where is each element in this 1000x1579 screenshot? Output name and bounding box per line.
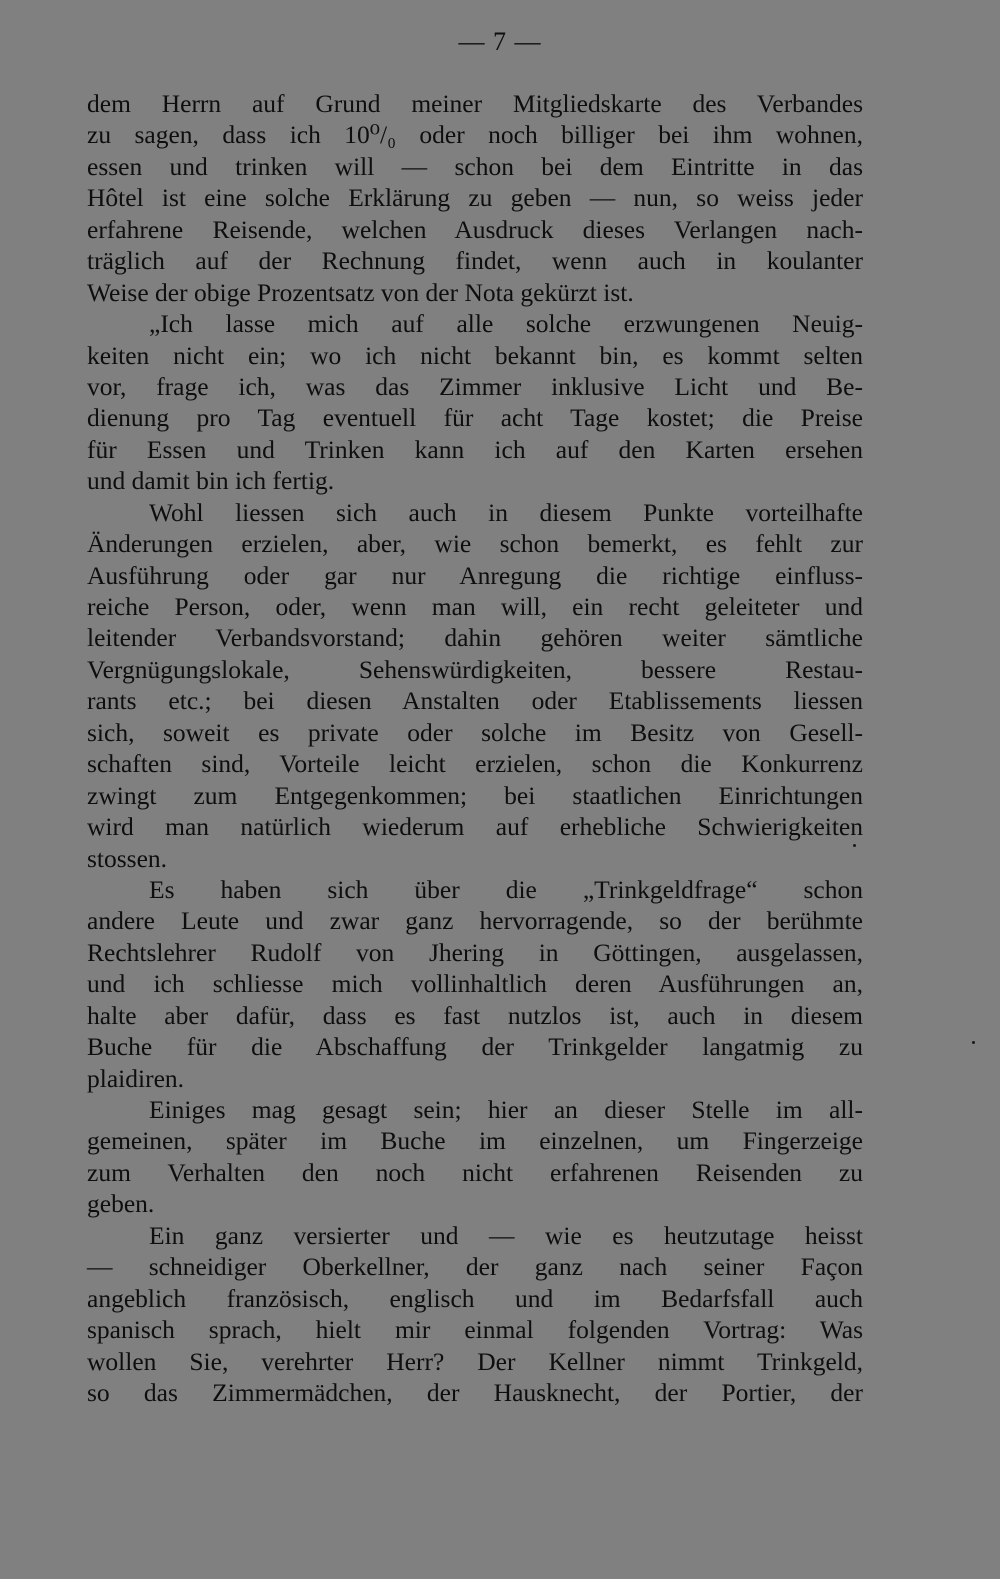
text-line: dem Herrn auf Grund meiner Mitgliedskarte des Verbandes: [87, 89, 863, 118]
text-line: dienung pro Tag eventuell für acht Tage kostet; die Preise: [87, 403, 863, 433]
text-line: „Ich lasse mich auf alle solche erzwungenen Neuig-: [149, 309, 863, 339]
text-line: leitender Verbandsvorstand; dahin gehören weiter sämtliche: [87, 623, 863, 653]
text-line: andere Leute und zwar ganz hervorragende, so der berühmte: [87, 906, 863, 936]
text-line: Ausführung oder gar nur Anregung die richtige einfluss-: [87, 560, 863, 590]
text-line: keiten nicht ein; wo ich nicht bekannt bin, es kommt selten: [87, 340, 863, 370]
text-line: und damit bin ich fertig.: [87, 466, 335, 496]
text-line: Buche für die Abschaffung der Trinkgelder langatmig zu: [87, 1032, 863, 1062]
text-line: plaidiren.: [87, 1063, 185, 1093]
text-line: Einiges mag gesagt sein; hier an dieser Stelle im all-: [149, 1095, 863, 1124]
text-line: und ich schliesse mich vollinhaltlich deren Ausführungen an,: [87, 969, 863, 999]
text-line: zwingt zum Entgegenkommen; bei staatlichen Einrichtungen: [87, 780, 863, 810]
text-line: rants etc.; bei diesen Anstalten oder Etablissements liessen: [87, 686, 863, 716]
text-line: angeblich französisch, englisch und im Bedarfsfall auch: [87, 1283, 863, 1313]
text-line: Ein ganz versierter und — wie es heutzutage heisst: [149, 1220, 863, 1250]
text-line: Hôtel ist eine solche Erklärung zu geben — nun, so weiss jeder: [87, 183, 863, 213]
text-line: Änderungen erzielen, aber, wie schon bemerkt, es fehlt zur: [87, 529, 863, 559]
text-line: wird man natürlich wiederum auf erhebliche Schwierigkeiten: [87, 812, 863, 842]
text-line: spanisch sprach, hielt mir einmal folgenden Vortrag: Was: [87, 1315, 863, 1345]
text-line: Vergnügungslokale, Sehenswürdigkeiten, bessere Restau-: [87, 654, 863, 684]
body-text: [87, 88, 863, 1408]
text-line: träglich auf der Rechnung findet, wenn auch in koulanter: [87, 246, 863, 276]
text-line: Wohl liessen sich auch in diesem Punkte vorteilhafte: [149, 497, 863, 527]
scan-speck: [972, 1041, 975, 1044]
text-line: Weise der obige Prozentsatz von der Nota gekürzt ist.: [87, 277, 634, 307]
text-line: reiche Person, oder, wenn man will, ein recht geleiteter und: [87, 592, 863, 621]
text-line: — schneidiger Oberkellner, der ganz nach seiner Façon: [87, 1252, 863, 1282]
text-line: erfahrene Reisende, welchen Ausdruck dieses Verlangen nach-: [87, 214, 863, 244]
page-number: — 7 —: [458, 27, 542, 56]
text-line: sich, soweit es private oder solche im Besitz von Gesell-: [87, 717, 863, 747]
text-line: Rechtslehrer Rudolf von Jhering in Göttingen, ausgelassen,: [87, 937, 863, 967]
text-line: essen und trinken will — schon bei dem Eintritte in das: [87, 151, 863, 181]
text-line: halte aber dafür, dass es fast nutzlos ist, auch in diesem: [87, 1000, 863, 1030]
scan-speck: [853, 844, 856, 847]
text-line: so das Zimmermädchen, der Hausknecht, der Portier, der: [87, 1377, 863, 1407]
text-line: vor, frage ich, was das Zimmer inklusive Licht und Be-: [87, 371, 863, 401]
text-line: gemeinen, später im Buche im einzelnen, um Fingerzeige: [87, 1126, 863, 1156]
text-line: stossen.: [87, 843, 168, 873]
text-line: zum Verhalten den noch nicht erfahrenen Reisenden zu: [87, 1157, 863, 1187]
text-line: Es haben sich über die „Trinkgeldfrage“ schon: [149, 874, 863, 904]
text-line: geben.: [87, 1189, 155, 1219]
text-line: wollen Sie, verehrter Herr? Der Kellner nimmt Trinkgeld,: [87, 1346, 863, 1376]
text-line: für Essen und Trinken kann ich auf den Karten ersehen: [87, 434, 863, 464]
text-line: zu sagen, dass ich 10⁰/₀ oder noch billiger bei ihm wohnen,: [87, 120, 863, 150]
text-line: schaften sind, Vorteile leicht erzielen, schon die Konkurrenz: [87, 749, 863, 779]
